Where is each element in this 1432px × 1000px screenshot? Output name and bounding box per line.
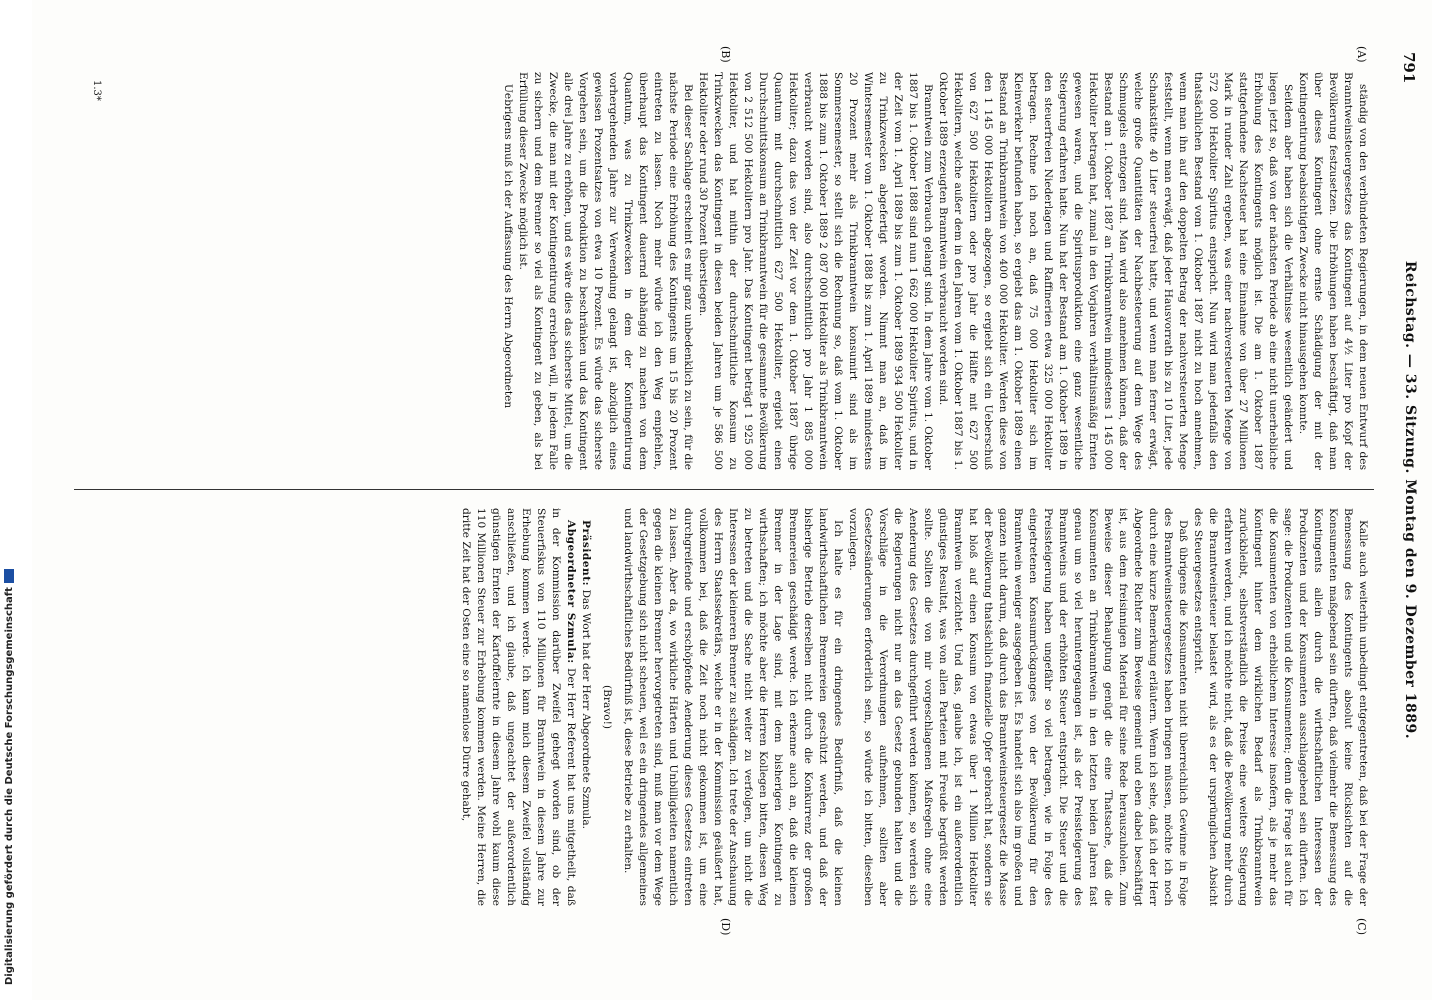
digitization-credit xyxy=(4,0,20,985)
speaker-label: Abgeordneter Szmula: xyxy=(565,520,577,664)
deputy-speech xyxy=(458,508,578,906)
president-remark xyxy=(578,508,593,906)
dfg-logo-icon xyxy=(4,569,14,583)
column-divider xyxy=(74,489,1374,490)
paragraph: ständig von den verbündeten Regierungen, in dem neuen Entwurf des Branntweinsteuergesetzes das Kontingent auf 4½ Liter pro Kopf der Bevölkerung festzusetzen. Die Erhöhungen haben beschäftigt, daß man über dieses Kontingent ohne ernste Schädigung der mit der Kontingentirung beabsichtigten Zwecke nicht hinausgehen konnte. xyxy=(1297,72,1369,470)
left-column xyxy=(500,72,1370,470)
paragraph: Seitdem aber haben sich die Verhältnisse wesentlich geändert und liegen jetzt so, daß von der nächsten Periode ab eine nicht unerhebliche Erhöhung des Kontingents möglich ist. Die am 1. Oktober 1887 stattgefundene Nachsteuer hat eine Einnahme von über 27 Millionen Mark in runder Zahl ergeben, was einer nachversteuerten Menge von 572 000 Hektoliter Spiritus entspricht. Nun wird man jedenfalls den thatsächlichen Bestand vom 1. Oktober 1887 nicht zu hoch annehmen, wenn man ihn auf den doppelten Betrag der nachversteuerten Menge feststellt, wenn man erwägt, daß jeder Hausvorrath bis zu 10 Liter, jede Schankstätte 40 Liter steuerfrei hatte, und wenn man ferner erwägt, welche große Quantitäten der Nachbesteuerung auf dem Wege des Schmuggels entzogen sind. Man wird also annehmen können, daß der Bestand am 1. Oktober 1887 an Trinkbranntwein mindestens 1 145 000 Hektoliter betragen hat, zumal in den Vorjahren verhältnismäßig Ernten gewesen waren, und die Spiritusproduktion eine ganz wesentliche Steigerung erfahren hatte. Nun hat der Bestand am 1. Oktober 1889 in den steuerfreien Niederlagen und Raffinerien etwa 325 000 Hektoliter betragen. Rechne ich noch an, daß 75 000 Hektoliter sich im Kleinverkehr befunden haben, so ergiebt das am 1. Oktober 1889 einen Bestand an Trinkbranntwein von 400 000 Hektoliter. Werden diese von den 1 145 000 Hektolitern abgezogen, so ergiebt sich ein Ueberschuß von 627 500 Hektolitern oder pro Jahr die Hälfte mit 627 500 Hektolitern, welche außer dem in den Jahren vom 1. Oktober 1887 bis 1. Oktober 1889 erzeugten Branntwein verbraucht worden sind. xyxy=(937,72,1294,470)
page-signature: 1.3* xyxy=(91,80,102,101)
paragraph: Ich halte es für ein dringendes Bedürfniß, daß die kleinen landwirthschaftlichen Brennereien geschützt werden, und daß der bisherige Betrieb derselben nicht durch die Konkurrenz der großen Brennereien geschädigt werde. Ich erkenne auch an, daß die kleinen Brenner in der Lage sind, mit dem bisherigen Kontingent zu wirthschaften; ich möchte aber die Herren Kollegen bitten, diesen Weg zu betreten und die Sache nicht weiter zu verfolgen, um nicht die Interessen der kleineren Brenner zu schädigen. Ich trete der Anschauung des Herrn Staatssekretärs, welche er in der Kommission geäußert hat, vollkommen bei, daß die Zeit noch nicht gekommen ist, um eine durchgreifende und erschöpfende Aenderung dieses Gesetzes eintreten zu lassen. Aber da, wo wirkliche Härten und Unbilligkeiten namentlich gegen die kleinen Brenner hervorgetreten sind, muß man vor dem Wege der Gesetzgebung sich nicht scheuen, weil es ein dringendes allgemeines und landwirthschaftliches Bedürfniß ist, diese Betriebe zu erhalten. xyxy=(622,508,844,906)
paragraph: Bei dieser Sachlage erscheint es mir ganz unbedenklich zu sein, für die nächste Periode eine Erhöhung des Kontingents um 15 bis 20 Prozent eintreten zu lassen. Noch mehr würde ich den Weg empfehlen, überhaupt das Kontingent dauernd abhängig zu machen von dem Quantum, was zu Trinkzwecken in dem der Kontingentirung vorhergehenden Jahre zur Verwendung gelangt ist, abzüglich eines gewissen Prozentsatzes von etwa 10 Prozent. Es würde das sicherste Vorgehen sein, um die Produktion zu beschränken und das Kontingent alle drei Jahre zu erhöhen, und es wäre dies das sicherste Mittel, um die Zwecke, die man mit der Kontingentirung erreichen will, in jedem Falle zu sichern und dem Brenner so viel als Kontingent zu geben, als bei Erfüllung dieser Zwecke möglich ist. xyxy=(517,72,694,470)
speaker-text: Das Wort hat der Herr Abgeordnete Szmula. xyxy=(580,589,592,830)
paragraph: Uebrigens muß ich der Auffassung des Herrn Abgeordneten xyxy=(502,84,514,409)
scanned-page xyxy=(32,0,1432,1000)
margin-mark-d: (D) xyxy=(719,918,732,936)
running-title: Reichstag. — 33. Sitzung. Montag den 9. Dezember 1889. xyxy=(1402,260,1418,740)
speaker-text: Der Herr Referent hat uns mitgetheilt, daß in der Kommission darüber Zweifel gehegt worden sind, ob der Steuerfiskus von 110 Millionen für Branntwein in diesem Jahre zur Erhebung kommen werde. Ich kann mich diesem Zweifel vollständig anschließen, und ich glaube, daß ungeachtet der außerordentlich günstigen Ernten der Kartoffelernte in diesem Jahre wohl kaum diese 110 Millionen Steuer zur Erhebung kommen werden. Meine Herren, die dritte Zeit hat der Osten eine so namenlose Dürre gehabt, xyxy=(460,508,577,906)
margin-mark-c: (C) xyxy=(1355,918,1368,935)
applause-note: (Bravo!) xyxy=(601,684,613,730)
page-header xyxy=(1384,0,1424,1000)
margin-mark-b: (B) xyxy=(719,46,732,63)
paragraph: Branntwein zum Verbrauch gelangt sind. In dem Jahre vom 1. Oktober 1887 bis 1. Oktober 1888 sind nun 1 662 000 Hektoliter Spiritus, und in der Zeit vom 1. April 1889 bis zum 1. Oktober 1889 934 500 Hektoliter zu Trinkzwecken abgefertigt worden. Nimmt man an, daß im Wintersemester vom 1. Oktober 1888 bis zum 1. April 1889 mindestens 20 Prozent mehr als Trinkbranntwein konsumirt sind als im Sommersemester, so stellt sich die Rechnung so, daß vom 1. Oktober 1888 bis zum 1. Oktober 1889 2 087 000 Hektoliter als Trinkbranntwein verbraucht worden sind, also durchschnittlich pro Jahr 1 885 000 Hektoliter; dazu das von der Zeit vor dem 1. Oktober 1887 übrige Quantum mit durchschnittlich 627 500 Hektoliter, ergiebt einen Durchschnittskonsum an Trinkbranntwein für die gesammte Bevölkerung von 2 512 500 Hektolitern pro Jahr. Das Kontingent beträgt 1 925 000 Hektoliter, und hat mithin der durchschnittliche Konsum zu Trinkzwecken das Kontingent in diesen beiden Jahren um je 586 500 Hektoliter oder rund 30 Prozent überstiegen. xyxy=(697,72,934,470)
digitization-text: Digitalisierung gefördert durch die Deutsche Forschungsgemeinschaft xyxy=(4,587,15,985)
right-column xyxy=(458,508,1370,906)
margin-mark-a: (A) xyxy=(1355,46,1368,63)
paragraph: Daß übrigens die Konsumenten nicht überreichlich Gewinne in Folge des Branntweinsteuergesetzes haben bringen müssen, möchte ich noch durch eine kurze Bemerkung erläutern. Wenn ich sehe, daß ich der Herr Abgeordnete Richter zum Beweise gemeint und eben dabei beschäftigt ist, aus dem freisinnigen Material für seine Rede herauszuholen. Zum Beweise dieser Behauptung genügt die eine Thatsache, daß die Konsumenten an Trinkbranntwein in den letzten beiden Jahren fast genau um so viel heruntergegangen ist, als der Preissteigerung des Branntweins und der erhöhten Steuer entspricht. Die Steuer und die Preissteigerung haben ungefähr so viel betragen, wie in Folge des eingetretenen Konsumrückganges von der Bevölkerung für den Branntwein weniger ausgegeben ist. Es handelt sich also im großen und ganzen nicht darum, daß durch das Branntweinsteuergesetz die Masse der Bevölkerung thatsächlich finanzielle Opfer gebracht hat, sondern sie hat bloß auf einen Konsum von etwas über 1 Million Hektoliter Branntwein verzichtet. Und das, glaube ich, ist ein außerordentlich günstiges Resultat, was von allen Parteien mit Freude begrüßt werden sollte. Sollten die von mir vorgeschlagenen Maßregeln ohne eine Aenderung des Gesetzes durchgeführt werden können, so werden sich die Regierungen nicht nur an das Gesetz gebunden halten und die Vorschläge in die Verordnungen aufnehmen, sollten aber Gesetzesänderungen erforderlich sein, so würde ich bitten, dieselben vorzulegen. xyxy=(847,508,1189,906)
speaker-label: Präsident: xyxy=(580,520,592,587)
page-number: 791 xyxy=(1400,52,1418,84)
paragraph: Kalle auch weiterhin unbedingt entgegentreten, daß bei der Frage der Bemessung des Kontingents absolut keine Rücksichten auf die Konsumenten maßgebend sein dürften, daß vielmehr die Bemessung des Kontingents allein durch die wirthschaftlichen Interessen der Produzenten und der Konsumenten ausschlaggebend sein dürften. Ich sage: die Produzenten und die Konsumenten; denn die Frage ist auch für die Konsumenten von erheblichem Interesse insofern, als je mehr das Kontingent hinter dem wirklichen Bedarf als Trinkbranntwein zurückbleibt, selbstverständlich die Preise eine weitere Steigerung erfahren werden, und ich möchte nicht, daß die Bevölkerung mehr durch die Branntweinsteuer belastet wird, als es der ursprünglichen Absicht des Steuergesetzes entspricht. xyxy=(1192,508,1369,906)
